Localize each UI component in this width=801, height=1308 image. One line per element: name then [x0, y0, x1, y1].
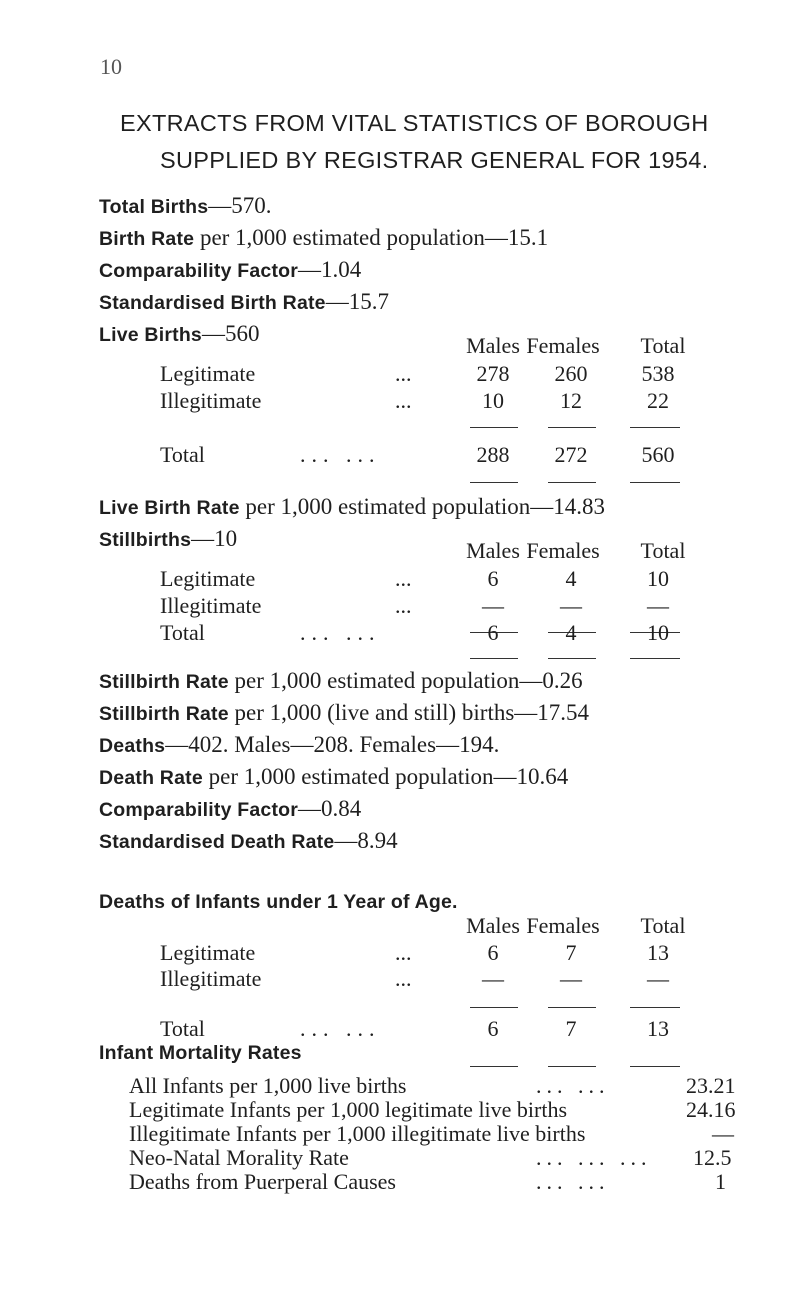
- cell-females: —: [560, 593, 582, 618]
- divider: [630, 658, 680, 659]
- title-line-1: EXTRACTS FROM VITAL STATISTICS OF BOROUGH: [120, 110, 709, 136]
- list-item-label: Neo-Natal Morality Rate: [129, 1145, 349, 1170]
- row-dots: ...: [395, 388, 412, 413]
- live-birth-rate: Live Birth Rate per 1,000 estimated population—14.83: [99, 494, 606, 519]
- row-dots: ...: [395, 966, 412, 991]
- total-males: 6: [487, 620, 499, 645]
- death-comparability-factor: Comparability Factor—0.84: [99, 796, 362, 821]
- row-dots: ... ...: [300, 442, 381, 467]
- header-total: Total: [640, 538, 686, 563]
- list-item-value: 24.16: [686, 1097, 736, 1122]
- total-label: Total: [160, 620, 205, 645]
- cell-females: 12: [560, 388, 582, 413]
- total-label: Total: [160, 1016, 205, 1041]
- infant-mortality-heading: Infant Mortality Rates: [99, 1042, 302, 1064]
- cell-total: 10: [647, 566, 669, 591]
- divider: [470, 1066, 518, 1067]
- birth-rate: Birth Rate per 1,000 estimated population—15.1: [99, 225, 549, 250]
- stillbirth-rate-births: Stillbirth Rate per 1,000 (live and still) births—17.54: [99, 700, 590, 725]
- row-label: Legitimate: [160, 940, 256, 965]
- row-label: Illegitimate: [160, 966, 262, 991]
- live-births: Live Births—560: [99, 321, 260, 346]
- standardised-birth-rate: Standardised Birth Rate—15.7: [99, 289, 389, 314]
- cell-males: —: [482, 966, 504, 991]
- header-males: Males: [466, 913, 520, 938]
- total-females: 272: [554, 442, 588, 467]
- divider: [630, 482, 680, 483]
- page-number: 10: [100, 54, 122, 79]
- infant-deaths-heading: Deaths of Infants under 1 Year of Age.: [99, 891, 458, 913]
- row-dots: ...: [395, 361, 412, 386]
- header-males: Males: [466, 538, 520, 563]
- total-males: 6: [487, 1016, 499, 1041]
- row-label: Illegitimate: [160, 593, 262, 618]
- divider: [548, 658, 596, 659]
- list-item-label: Illegitimate Infants per 1,000 illegitimate live births: [129, 1121, 586, 1146]
- divider: [470, 658, 518, 659]
- row-dots: ...: [395, 940, 412, 965]
- cell-males: 278: [476, 361, 510, 386]
- cell-total: 13: [647, 940, 669, 965]
- row-dots: ... ...: [300, 1016, 381, 1041]
- list-item-value: —: [712, 1121, 734, 1146]
- cell-males: 10: [482, 388, 504, 413]
- row-dots: ...: [395, 566, 412, 591]
- header-total: Total: [640, 333, 686, 358]
- header-females: Females: [526, 538, 600, 563]
- divider: [548, 427, 596, 428]
- row-label: Legitimate: [160, 566, 256, 591]
- cell-females: 260: [554, 361, 588, 386]
- death-rate: Death Rate per 1,000 estimated population—10.64: [99, 764, 569, 789]
- list-item-dots: ... ... ...: [536, 1145, 652, 1170]
- header-males: Males: [466, 333, 520, 358]
- deaths: Deaths—402. Males—208. Females—194.: [99, 732, 500, 757]
- header-females: Females: [526, 333, 600, 358]
- title-line-2: SUPPLIED BY REGISTRAR GENERAL FOR 1954.: [160, 147, 709, 173]
- cell-total: 22: [647, 388, 669, 413]
- cell-females: —: [560, 966, 582, 991]
- list-item-value: 23.21: [686, 1073, 736, 1098]
- list-item-label: All Infants per 1,000 live births: [129, 1073, 407, 1098]
- row-dots: ... ...: [300, 620, 381, 645]
- total-males: 288: [476, 442, 510, 467]
- total-females: 7: [565, 1016, 577, 1041]
- list-item-dots: ... ...: [536, 1073, 610, 1098]
- list-item-value: 1: [715, 1169, 726, 1194]
- divider: [630, 427, 680, 428]
- divider: [470, 482, 518, 483]
- total-births: Total Births—570.: [99, 193, 272, 218]
- birth-comparability-factor: Comparability Factor—1.04: [99, 257, 362, 282]
- list-item-value: 12.5: [693, 1145, 732, 1170]
- total-total: 560: [641, 442, 675, 467]
- cell-males: —: [482, 593, 504, 618]
- divider: [470, 427, 518, 428]
- cell-total: 538: [641, 361, 675, 386]
- cell-males: 6: [487, 940, 499, 965]
- cell-females: 4: [565, 566, 577, 591]
- stillbirths: Stillbirths—10: [99, 526, 238, 551]
- divider: [548, 482, 596, 483]
- standardised-death-rate: Standardised Death Rate—8.94: [99, 828, 398, 853]
- stillbirth-rate-population: Stillbirth Rate per 1,000 estimated population—0.26: [99, 668, 583, 693]
- list-item-dots: ... ...: [536, 1169, 610, 1194]
- header-total: Total: [640, 913, 686, 938]
- divider: [630, 1066, 680, 1067]
- list-item-label: Deaths from Puerperal Causes: [129, 1169, 396, 1194]
- row-label: Legitimate: [160, 361, 256, 386]
- row-label: Illegitimate: [160, 388, 262, 413]
- divider: [630, 1007, 680, 1008]
- cell-males: 6: [487, 566, 499, 591]
- cell-females: 7: [565, 940, 577, 965]
- divider: [548, 1007, 596, 1008]
- header-females: Females: [526, 913, 600, 938]
- list-item-label: Legitimate Infants per 1,000 legitimate live births: [129, 1097, 568, 1122]
- divider: [470, 1007, 518, 1008]
- divider: [548, 1066, 596, 1067]
- cell-total: —: [647, 966, 669, 991]
- total-label: Total: [160, 442, 205, 467]
- total-females: 4: [565, 620, 577, 645]
- row-dots: ...: [395, 593, 412, 618]
- total-total: 13: [647, 1016, 669, 1041]
- cell-total: —: [647, 593, 669, 618]
- total-total: 10: [647, 620, 669, 645]
